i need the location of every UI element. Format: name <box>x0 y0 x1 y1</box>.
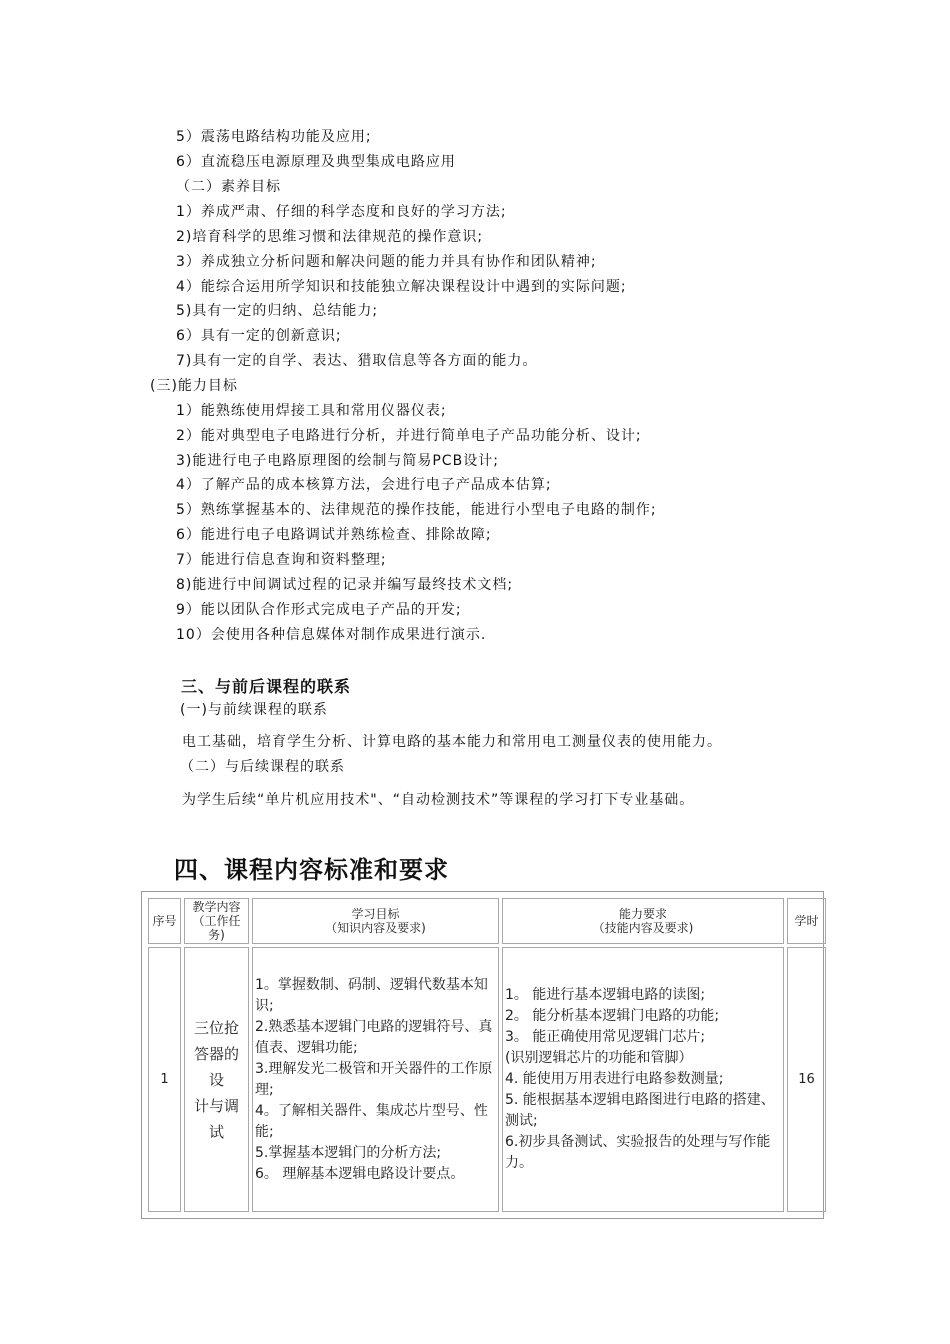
header-no: 序号 <box>148 898 181 944</box>
skill-item-4: 4. 能使用万用表进行电路参数测量; <box>505 1071 724 1087</box>
knowledge-goal-6: 6）直流稳压电源原理及典型集成电路应用 <box>176 154 456 170</box>
knowledge-item-1: 1。掌握数制、码制、逻辑代数基本知识; <box>255 976 488 1014</box>
knowledge-item-5: 5.掌握基本逻辑门的分析方法; <box>255 1144 442 1161</box>
section4-title: 四、课程内容标准和要求 <box>174 856 449 884</box>
header-task-line-3: 务) <box>208 928 225 942</box>
literacy-item-3: 3）养成独立分析问题和解决问题的能力并具有协作和团队精神; <box>176 254 597 270</box>
content-table <box>145 895 829 1215</box>
skill-item-6: 6.初步具备测试、实验报告的处理与写作能力。 <box>505 1134 771 1171</box>
table-row <box>148 947 826 1212</box>
row-task-line-3: 计与调试 <box>193 1096 239 1141</box>
row-no: 1 <box>148 947 181 1212</box>
ability-item-1: 1）能熟练使用焊接工具和常用仪器仪表; <box>176 403 447 419</box>
ability-item-10: 10）会使用各种信息媒体对制作成果进行演示. <box>176 627 487 643</box>
skill-item-3-note: (识别逻辑芯片的功能和管脚） <box>505 1050 693 1066</box>
header-task <box>184 898 249 944</box>
skill-item-1: 1。 能进行基本逻辑电路的读图; <box>505 987 706 1003</box>
header-knowledge-line-2: （知识内容及要求) <box>325 921 426 935</box>
pre-course-text: 电工基础，培育学生分析、计算电路的基本能力和常用电工测量仪表的使用能力。 <box>182 734 722 750</box>
header-task-line-2: （工作任 <box>192 914 241 928</box>
ability-item-5: 5）熟练掌握基本的、法律规范的操作技能，能进行小型电子电路的制作; <box>176 502 657 518</box>
header-knowledge <box>252 898 499 944</box>
ability-item-9: 9）能以团队合作形式完成电子产品的开发; <box>176 602 462 618</box>
literacy-heading: （二）素养目标 <box>176 179 281 195</box>
header-task-line-1: 教学内容 <box>192 900 241 914</box>
row-task <box>184 947 249 1212</box>
pre-course-heading: (一)与前续课程的联系 <box>180 702 328 718</box>
knowledge-item-2: 2.熟悉基本逻辑门电路的逻辑符号、真值表、逻辑功能; <box>255 1018 493 1056</box>
row-hours: 16 <box>787 947 826 1212</box>
literacy-item-4: 4）能综合运用所学知识和技能独立解决课程设计中遇到的实际问题; <box>176 279 627 295</box>
literacy-item-7: 7)具有一定的自学、表达、猎取信息等各方面的能力。 <box>176 353 538 369</box>
row-knowledge <box>252 947 499 1212</box>
header-skill-line-2: （技能内容及要求) <box>592 921 694 935</box>
ability-item-4: 4）了解产品的成本核算方法，会进行电子产品成本估算; <box>176 477 552 493</box>
knowledge-item-4: 4。了解相关器件、集成芯片型号、性能; <box>255 1102 488 1140</box>
header-knowledge-line-1: 学习目标 <box>351 907 400 921</box>
header-skill-line-1: 能力要求 <box>618 907 667 921</box>
ability-heading: (三)能力目标 <box>150 378 238 394</box>
skill-item-3: 3。 能正确使用常见逻辑门芯片; <box>505 1029 706 1045</box>
knowledge-goal-5: 5）震荡电路结构功能及应用; <box>176 129 372 145</box>
header-hours: 学时 <box>787 898 826 944</box>
skill-item-2: 2。 能分析基本逻辑门电路的功能; <box>505 1008 720 1024</box>
literacy-item-2: 2)培育科学的思维习惯和法律规范的操作意识; <box>176 229 484 245</box>
row-task-line-2: 答器的设 <box>193 1044 239 1089</box>
literacy-item-5: 5)具有一定的归纳、总结能力; <box>176 303 379 319</box>
ability-item-3: 3)能进行电子电路原理图的绘制与简易PCB设计; <box>176 453 499 469</box>
ability-item-2: 2）能对典型电子电路进行分析，并进行简单电子产品功能分析、设计; <box>176 428 642 444</box>
row-skill <box>502 947 784 1212</box>
literacy-item-1: 1）养成严肃、仔细的科学态度和良好的学习方法; <box>176 204 507 220</box>
post-course-heading: （二）与后续课程的联系 <box>180 759 345 775</box>
ability-item-7: 7）能进行信息查询和资料整理; <box>176 552 387 568</box>
content-table-frame <box>141 891 824 1219</box>
skill-item-5: 5. 能根据基本逻辑电路图进行电路的搭建、测试; <box>505 1092 775 1129</box>
ability-item-6: 6）能进行电子电路调试并熟练检查、排除故障; <box>176 527 492 543</box>
knowledge-item-3: 3.理解发光二极管和开关器件的工作原理; <box>255 1060 493 1098</box>
header-skill <box>502 898 784 944</box>
ability-item-8: 8)能进行中间调试过程的记录并编写最终技术文档; <box>176 577 514 593</box>
knowledge-item-6: 6。 理解基本逻辑电路设计要点。 <box>255 1165 465 1182</box>
table-header-row <box>148 898 826 944</box>
section3-title: 三、与前后课程的联系 <box>181 677 352 696</box>
row-task-line-1: 三位抢 <box>193 1018 239 1037</box>
literacy-item-6: 6）具有一定的创新意识; <box>176 328 342 344</box>
post-course-text: 为学生后续“单片机应用技术"、“自动检测技术”等课程的学习打下专业基础。 <box>182 792 695 808</box>
